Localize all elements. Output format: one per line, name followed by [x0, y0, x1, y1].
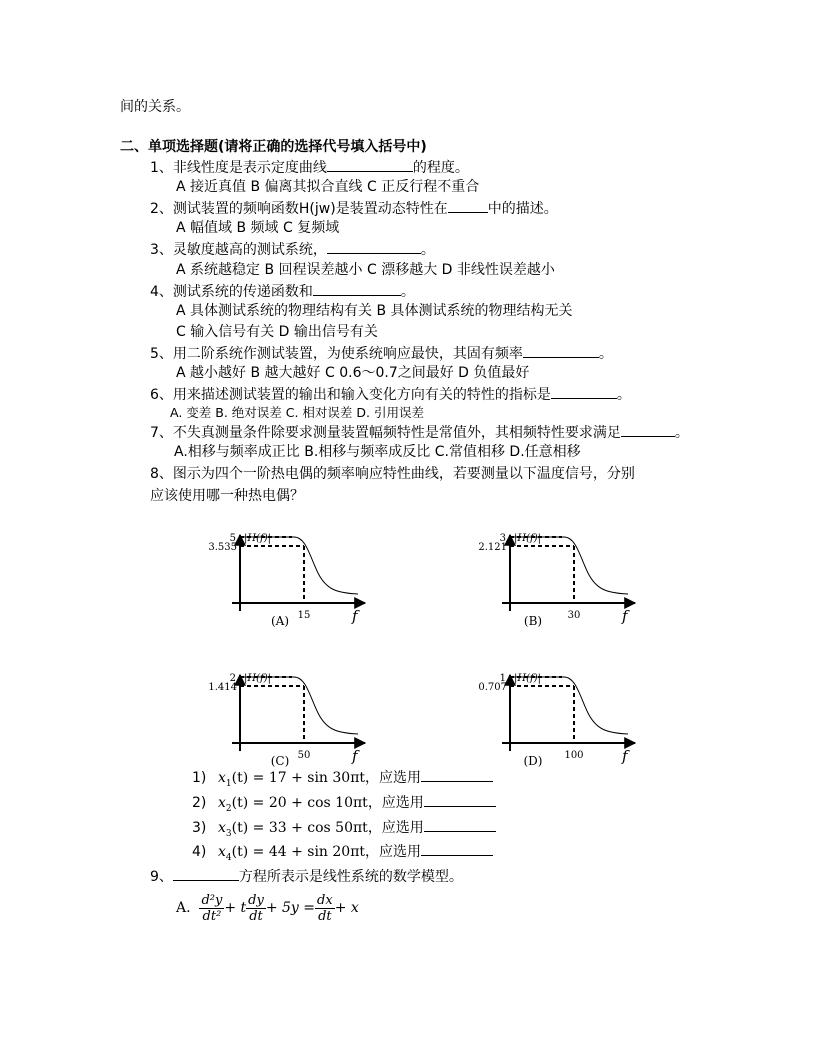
q2-stem-a: 2、测试装置的频响函数H(jw)是装置动态特性在	[150, 201, 448, 217]
sub-suffix: ，应选用	[365, 770, 422, 786]
q7-blank[interactable]	[621, 423, 675, 437]
q9-frac-1	[199, 893, 224, 924]
chart-peak-value: 2	[229, 673, 236, 684]
sub-suffix: ，应选用	[365, 844, 422, 860]
q8-sub-item	[192, 768, 493, 793]
sub-index: 1	[225, 778, 232, 789]
q4-options-1: A 具体测试系统的物理结构有关 B 具体测试系统的物理结构无关	[176, 303, 573, 319]
q9-f1-den: dt²	[202, 908, 222, 924]
q9-blank[interactable]	[173, 867, 239, 881]
sub-index: 3	[225, 828, 232, 839]
chart-cutoff-value: 50	[297, 750, 311, 761]
q8-sub-item	[192, 793, 496, 818]
q7-options: A.相移与频率成正比 B.相移与频率成反比 C.常值相移 D.任意相移	[174, 444, 581, 460]
q9-stem: 方程所表示是线性系统的数学模型。	[238, 869, 463, 885]
sub-expression: (t) = 33 + cos 50πt	[231, 820, 368, 836]
sub-variable: x	[218, 795, 226, 811]
sub-answer-blank[interactable]	[424, 818, 496, 832]
chart-caption: (D)	[523, 754, 543, 768]
chart-caption: (C)	[270, 754, 290, 768]
q5-blank[interactable]	[523, 344, 599, 358]
chart-y-label: |H(f)|	[514, 673, 541, 684]
sub-index: 4	[225, 852, 232, 863]
q6-blank[interactable]	[551, 385, 617, 399]
q8-sub-item	[192, 842, 493, 867]
question-7	[150, 423, 689, 442]
chart-x-label: f	[352, 747, 358, 765]
q9-option-a	[176, 890, 359, 930]
question-3	[150, 240, 435, 259]
chart-cutoff-value: 100	[564, 750, 584, 761]
q8-charts	[0, 505, 816, 785]
question-1	[150, 158, 469, 177]
q6-stem-b: 。	[616, 387, 631, 403]
q4-options-2: C 输入信号有关 D 输出信号有关	[176, 324, 378, 340]
q6-options: A. 变差 B. 绝对误差 C. 相对误差 D. 引用误差	[170, 405, 424, 420]
sub-index: 2	[225, 803, 232, 814]
q5-options: A 越小越好 B 越大越好 C 0.6～0.7之间最好 D 负值最好	[176, 365, 530, 381]
q4-stem-a: 4、测试系统的传递函数和	[150, 284, 313, 300]
sub-number: 2)	[192, 795, 207, 811]
q9-plus-t: + t	[224, 900, 247, 916]
q9-frac-3	[315, 893, 335, 924]
chart-x-label: f	[622, 747, 628, 765]
q3-stem-a: 3、灵敏度越高的测试系统，	[150, 242, 327, 258]
chart-half-value: 0.707	[478, 682, 507, 693]
q1-stem-b: 的程度。	[412, 160, 469, 176]
chart-half-value: 3.535	[208, 542, 237, 553]
q6-stem-a: 6、用来描述测试装置的输出和输入变化方向有关的特性的指标是	[150, 387, 551, 403]
chart-2	[478, 533, 635, 628]
chart-1	[208, 533, 365, 628]
sub-answer-blank[interactable]	[421, 768, 493, 782]
q9-frac-2	[246, 893, 266, 924]
sub-expression: (t) = 44 + sin 20πt	[231, 844, 366, 860]
q9-plus-x: + x	[334, 900, 359, 916]
chart-x-label: f	[352, 607, 358, 625]
q4-blank[interactable]	[313, 282, 401, 296]
chart-x-label: f	[622, 607, 628, 625]
q9-f2-den: dt	[249, 908, 263, 924]
q2-options: A 幅值域 B 频域 C 复频域	[176, 220, 340, 236]
q9-f3-num: dx	[317, 892, 333, 908]
chart-peak-value: 3	[499, 533, 506, 544]
chart-cutoff-value: 30	[567, 610, 581, 621]
chart-peak-value: 5	[229, 533, 236, 544]
q7-stem-b: 。	[674, 425, 689, 441]
q9-plus-5y: + 5y =	[265, 900, 316, 916]
q7-stem-a: 7、不失真测量条件除要求测量装置幅频特性是常值外，其相频特性要求满足	[150, 425, 621, 441]
section-title: 二、单项选择题(请将正确的选择代号填入括号中)	[120, 139, 427, 155]
q9-option-label: A.	[176, 900, 191, 916]
sub-answer-blank[interactable]	[421, 842, 493, 856]
sub-variable: x	[218, 770, 226, 786]
chart-y-label: |H(f)|	[244, 533, 271, 544]
sub-expression: (t) = 20 + cos 10πt	[231, 795, 368, 811]
chart-half-value: 1.414	[208, 682, 237, 693]
q5-stem-b: 。	[598, 346, 613, 362]
sub-number: 1)	[192, 770, 207, 786]
q9-f1-num: d²y	[201, 892, 223, 908]
sub-suffix: ，应选用	[367, 795, 424, 811]
sub-answer-blank[interactable]	[424, 793, 496, 807]
question-6	[150, 385, 631, 404]
q9-f3-den: dt	[318, 908, 332, 924]
chart-y-label: |H(f)|	[244, 673, 271, 684]
sub-variable: x	[218, 844, 226, 860]
q1-stem-a: 1、非线性度是表示定度曲线	[150, 160, 327, 176]
q5-stem-a: 5、用二阶系统作测试装置，为使系统响应最快，其固有频率	[150, 346, 523, 362]
q2-blank[interactable]	[448, 199, 488, 213]
q4-stem-b: 。	[400, 284, 415, 300]
q2-stem-b: 中的描述。	[487, 201, 558, 217]
q3-options: A 系统越稳定 B 回程误差越小 C 漂移越大 D 非线性误差越小	[176, 262, 555, 278]
chart-caption: (B)	[523, 614, 543, 628]
chart-3	[208, 673, 365, 768]
chart-peak-value: 1	[499, 673, 506, 684]
question-5	[150, 344, 613, 363]
chart-cutoff-value: 15	[297, 610, 311, 621]
q9-num: 9、	[150, 869, 173, 885]
intro-line: 间的关系。	[120, 99, 190, 115]
sub-suffix: ，应选用	[367, 820, 424, 836]
sub-number: 3)	[192, 820, 207, 836]
chart-half-value: 2.121	[478, 542, 507, 553]
q1-options: A 接近真值 B 偏离其拟合直线 C 正反行程不重合	[176, 179, 480, 195]
q8-stem-1: 8、图示为四个一阶热电偶的频率响应特性曲线，若要测量以下温度信号，分别	[150, 466, 635, 482]
chart-y-label: |H(f)|	[514, 533, 541, 544]
q8-sub-item	[192, 818, 496, 843]
chart-4	[478, 673, 635, 768]
q3-stem-b: 。	[420, 242, 435, 258]
question-2	[150, 199, 558, 218]
q8-stem-2: 应该使用哪一种热电偶？	[150, 488, 304, 504]
question-9	[150, 867, 463, 886]
sub-variable: x	[218, 820, 226, 836]
q1-blank[interactable]	[327, 158, 413, 172]
q3-blank[interactable]	[327, 240, 421, 254]
question-4	[150, 282, 415, 301]
chart-caption: (A)	[270, 614, 290, 628]
q9-f2-num: dy	[248, 892, 264, 908]
sub-number: 4)	[192, 844, 207, 860]
sub-expression: (t) = 17 + sin 30πt	[231, 770, 366, 786]
